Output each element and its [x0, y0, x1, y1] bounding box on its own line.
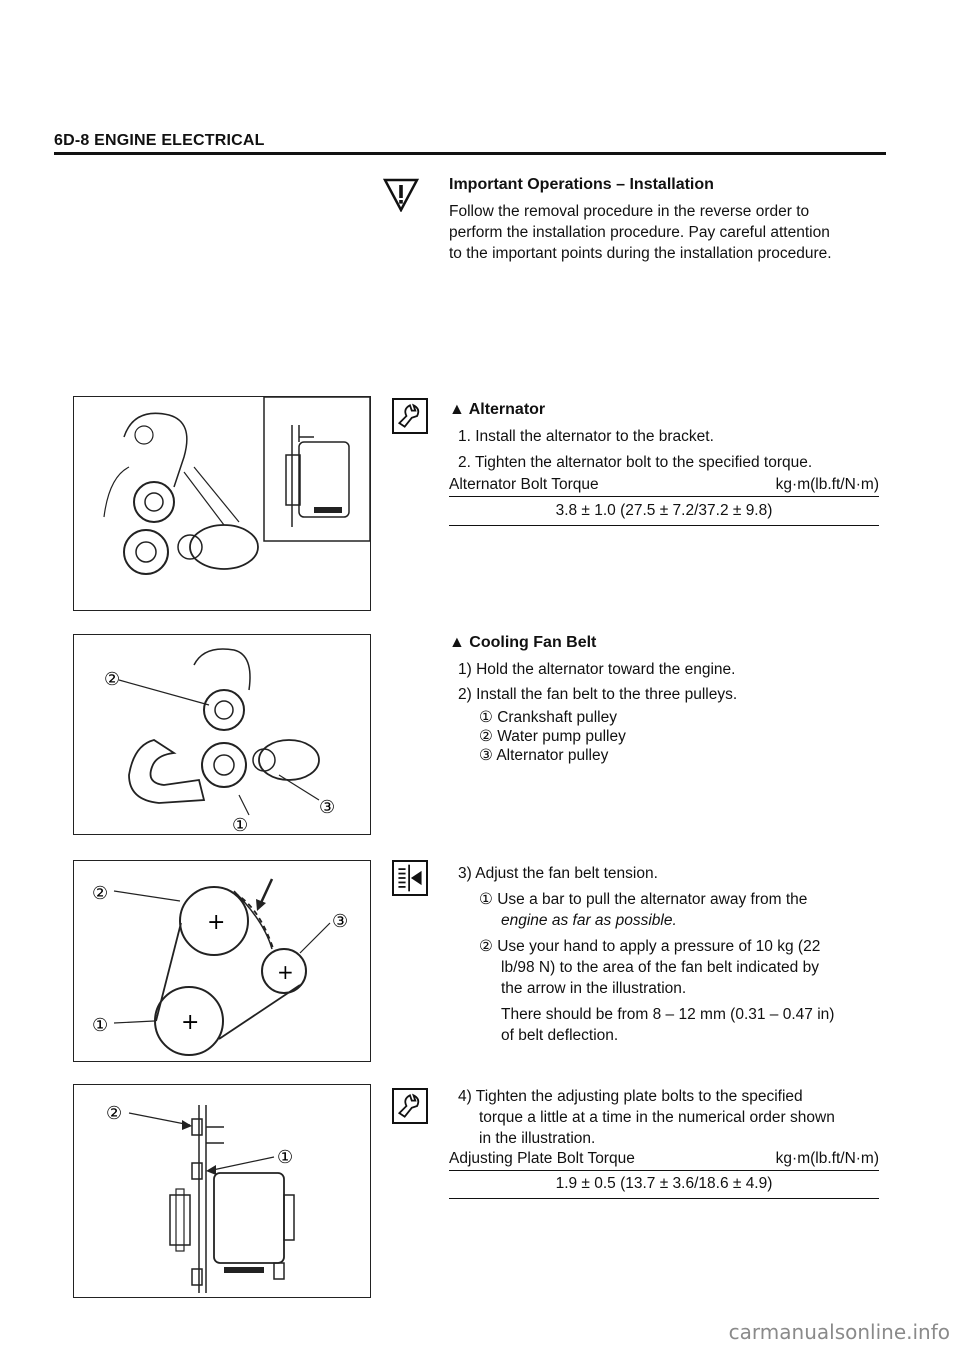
adjusting-spec-header [449, 1150, 879, 1171]
alternator-title: ▲ Alternator [449, 401, 546, 418]
alternator-spec-header [449, 476, 879, 497]
fig3-label-3: ③ [332, 911, 349, 932]
adjust-item2-line1: ② Use your hand to apply a pressure of 10 kg (22 [479, 938, 821, 955]
header-rule [54, 152, 886, 155]
adjust-item1-line2: engine as far as possible. [501, 912, 677, 929]
page-header-title: 6D-8 ENGINE ELECTRICAL [54, 132, 265, 149]
belt-step-2: 2) Install the fan belt to the three pulleys. [458, 686, 738, 703]
adjust-note-line1: There should be from 8 – 12 mm (0.31 – 0.47 in) [501, 1006, 835, 1023]
pulley-item-3: ③ Alternator pulley [479, 747, 609, 764]
pulley-item-2: ② Water pump pulley [479, 728, 626, 745]
wrench-tighten-icon [392, 398, 428, 434]
fig2-label-2: ② [104, 669, 121, 690]
alternator-spec-label: Alternator Bolt Torque [449, 476, 599, 493]
tighten-line-3: in the illustration. [479, 1130, 596, 1147]
belt-install-drawing [74, 635, 370, 834]
adjust-step: 3) Adjust the fan belt tension. [458, 865, 658, 882]
adjusting-spec-value: 1.9 ± 0.5 (13.7 ± 3.6/18.6 ± 4.9) [449, 1175, 879, 1199]
watermark-text: carmanualsonline.info [728, 1320, 950, 1344]
belt-title: ▲ Cooling Fan Belt [449, 634, 597, 651]
fig4-label-2: ② [106, 1103, 123, 1124]
fig3-label-2: ② [92, 883, 109, 904]
belt-tension-drawing [74, 861, 370, 1061]
alternator-spec-value: 3.8 ± 1.0 (27.5 ± 7.2/37.2 ± 9.8) [449, 502, 879, 526]
adjusting-spec-unit: kg·m(lb.ft/N·m) [775, 1150, 879, 1167]
gauge-adjust-icon [392, 860, 428, 896]
belt-step-1: 1) Hold the alternator toward the engine. [458, 661, 736, 678]
pulley-item-1: ① Crankshaft pulley [479, 709, 617, 726]
adjusting-plate-drawing [74, 1085, 370, 1297]
alternator-step-2: 2. Tighten the alternator bolt to the specified torque. [458, 454, 813, 471]
wrench-tighten-icon [392, 1088, 428, 1124]
figure-alternator-install [73, 396, 371, 611]
alternator-install-drawing [74, 397, 370, 610]
fig3-label-1: ① [92, 1015, 109, 1036]
figure-belt-install [73, 634, 371, 835]
plus-mark: + [207, 910, 226, 935]
important-line-1: Follow the removal procedure in the reverse order to [449, 203, 810, 220]
important-line-2: perform the installation procedure. Pay careful attention [449, 224, 830, 241]
alternator-step-1: 1. Install the alternator to the bracket. [458, 428, 714, 445]
adjust-item1-line1: ① Use a bar to pull the alternator away from the [479, 891, 808, 908]
tighten-line-2: torque a little at a time in the numerical order shown [479, 1109, 835, 1126]
figure-belt-tension [73, 860, 371, 1062]
fig4-label-1: ① [277, 1147, 294, 1168]
plus-mark: + [277, 960, 294, 984]
adjust-item2-line2: lb/98 N) to the area of the fan belt indicated by [501, 959, 819, 976]
adjusting-spec-label: Adjusting Plate Bolt Torque [449, 1150, 635, 1167]
figure-adjusting-plate [73, 1084, 371, 1298]
adjust-note-line2: of belt deflection. [501, 1027, 619, 1044]
plus-mark: + [181, 1010, 200, 1035]
warning-icon [383, 176, 419, 212]
alternator-spec-unit: kg·m(lb.ft/N·m) [775, 476, 879, 493]
important-line-3: to the important points during the installation procedure. [449, 245, 832, 262]
fig2-label-1: ① [232, 815, 249, 834]
tighten-line-1: 4) Tighten the adjusting plate bolts to the specified [458, 1088, 803, 1105]
important-title: Important Operations – Installation [449, 176, 714, 193]
fig2-label-3: ③ [319, 797, 336, 818]
adjust-item2-line3: the arrow in the illustration. [501, 980, 687, 997]
